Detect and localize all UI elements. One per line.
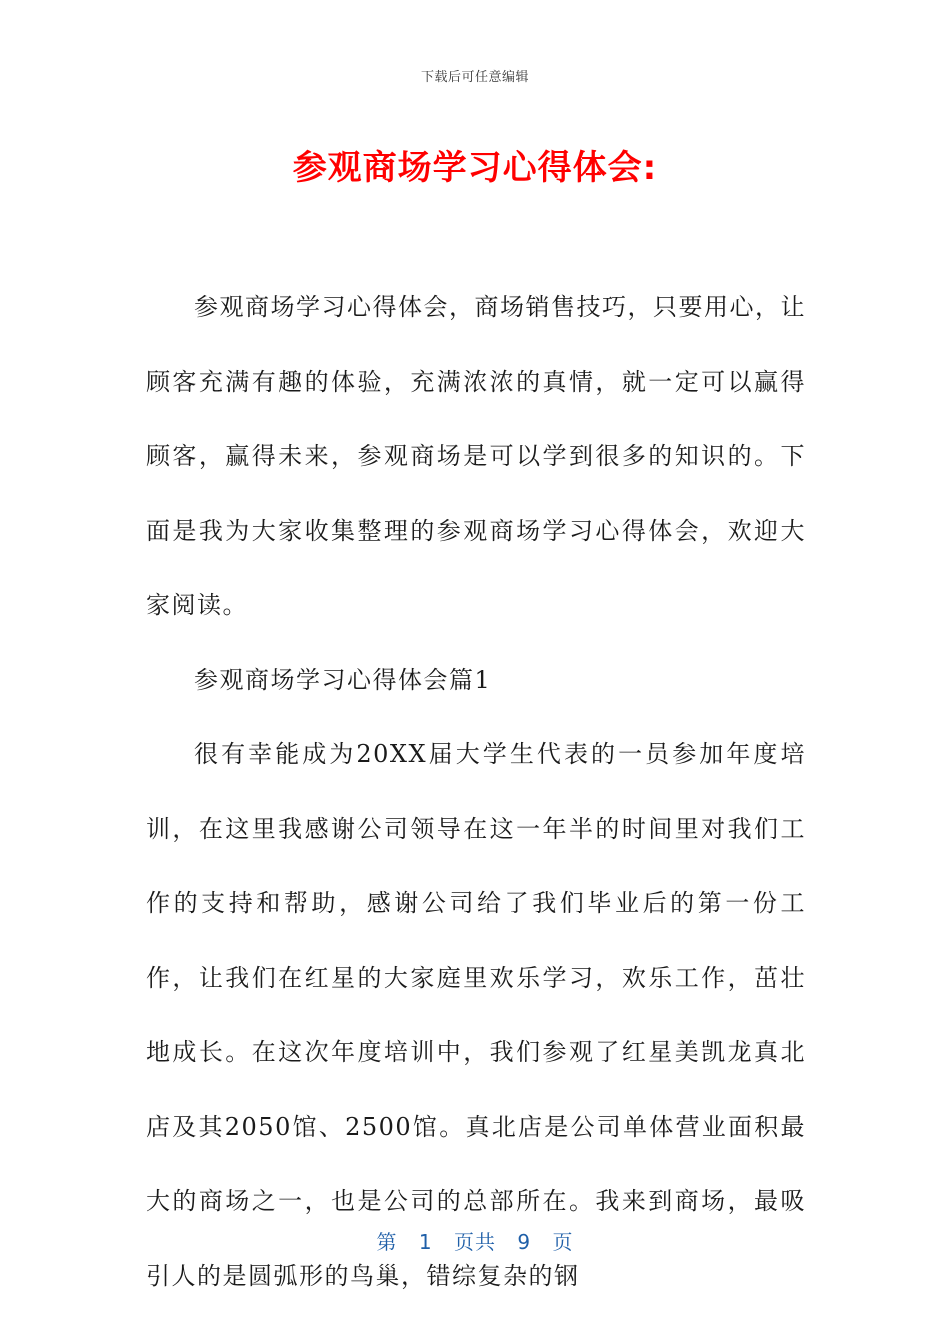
paragraph-intro: 参观商场学习心得体会，商场销售技巧，只要用心，让顾客充满有趣的体验，充满浓浓的真情，就一定可以赢得顾客，赢得未来，参观商场是可以学到很多的知识的。下面是我为大家收集整理的参观商场学习心得体会，欢迎大家阅读。 xyxy=(146,293,806,619)
page-number-footer xyxy=(0,1226,950,1255)
footer-suffix: 页 xyxy=(552,1230,574,1254)
paragraph-section-heading: 参观商场学习心得体会篇1 xyxy=(194,665,492,694)
paragraph-body: 很有幸能成为20XX届大学生代表的一员参加年度培训，在这里我感谢公司领导在这一年半的时间里对我们工作的支持和帮助，感谢公司给了我们毕业后的第一份工作，让我们在红星的大家庭里欢乐学习，欢乐工作，茁壮地成长。在这次年度培训中，我们参观了红星美凯龙真北店及其2050馆、2500馆。真北店是公司单体营业面积最大的商场之一，也是公司的总部所在。我来到商场，最吸引人的是圆弧形的鸟巢，错综复杂的钢 xyxy=(146,740,806,1290)
footer-total-pages: 9 xyxy=(517,1230,532,1254)
page-header-note: 下载后可任意编辑 xyxy=(420,70,529,85)
document-title: 参观商场学习心得体会: xyxy=(292,148,658,188)
footer-prefix: 第 xyxy=(376,1230,398,1254)
document-body xyxy=(146,270,806,1313)
footer-current-page: 1 xyxy=(418,1230,433,1254)
footer-mid: 页共 xyxy=(454,1230,496,1254)
